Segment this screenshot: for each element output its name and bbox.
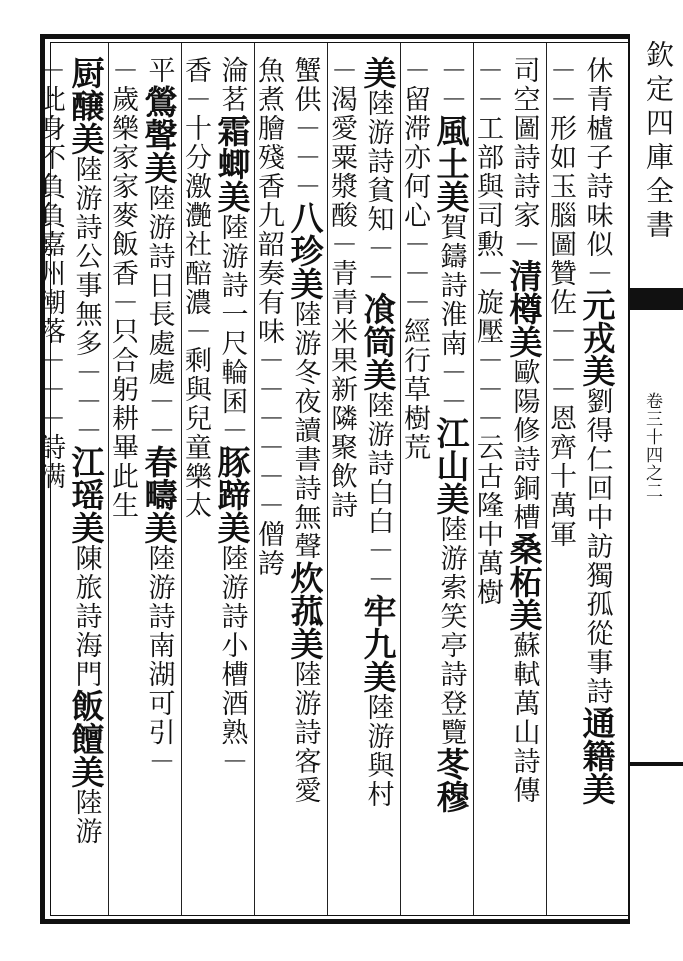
entry-heading: 通籍美 [577,706,617,805]
entry-text: －－－經行草樹荒 [399,230,430,462]
gutter-rule [628,34,630,924]
entry-text: 贊佐－－－恩齊十萬軍 [545,259,576,549]
text-column [36,56,88,906]
entry-text: 旋壓－－－ [472,288,503,433]
volume-label: 卷三十四之二 [642,392,662,500]
entry-text: 魚煮膾殘香 [253,56,284,201]
entry-heading: 江瑶美 [66,445,106,544]
entry-text: －－形如玉腦圖 [545,56,576,259]
entry-text: 陸游 [70,788,102,846]
entry-heading: 炊菰美 [285,561,325,660]
entry-text: 淪茗 [216,56,248,114]
fishtail-upper [628,288,683,310]
entry-text: 陸游索笑亭詩登覽 [435,515,467,747]
entry-text: 賀鑄詩淮南－－ [435,213,467,416]
entry-text: 陸游詩日長處處－－ [143,184,175,445]
entry-heading: 霜蝍美 [212,114,252,213]
entry-heading: 元戎美 [577,288,617,387]
entry-heading: 飡筒美 [358,292,398,391]
entry-text: 潮落－－－ [34,288,65,433]
entry-heading: 美 [358,56,398,89]
entry-heading: 飯饘美 [66,689,106,788]
entry-heading: 牢九美 [358,594,398,693]
entry-text: 陸游詩南湖可引－ [143,544,175,776]
entry-text: 隣聚飲詩 [326,404,357,520]
entry-heading: 八珍美 [285,201,325,300]
entry-text: 司空圖詩詩家－ [508,56,540,259]
fishtail-lower [628,762,683,766]
entry-text: －此身不負負嘉州 [34,56,65,288]
entry-text: －只合躬耕畢此生 [107,288,138,520]
entry-text: 蘇軾萬山詩傳 [508,631,540,805]
entry-text: 香 [180,56,211,85]
entry-text: －歲樂家家麥飯香 [107,56,138,288]
entry-text: －－ [435,56,467,114]
entry-text: － [399,56,430,85]
entry-text: －－－僧誇 [253,433,284,578]
entry-text: 陸游詩白白－－ [362,391,394,594]
entry-text: 劉得仁回中訪獨孤從事詩 [581,387,613,706]
entry-heading: 苳穆 [431,747,471,813]
entry-heading: 厨醸美 [66,56,106,155]
entry-text: 歐陽修詩銅槽 [508,358,540,532]
book-title: 欽定四庫全書 [642,40,675,244]
entry-heading: 風土美 [431,114,471,213]
entry-heading: 清樽美 [504,259,544,358]
entry-text: －－工部與司勲－ [472,56,503,288]
entry-heading: 桑柘美 [504,532,544,631]
entry-text: 休青樝子詩味似－ [581,56,613,288]
entry-text: 陸游與村 [362,693,394,809]
entry-heading: 鶯聲美 [139,85,179,184]
entry-text: 陸游詩客愛 [289,660,321,805]
entry-text: 陸游詩公事無多－－－ [70,155,102,445]
entry-text: 九韶奏有味－－－ [253,201,284,433]
entry-text: －十分激灔社醅濃 [180,85,211,317]
entry-text: 陸游詩貧知－－ [362,89,394,292]
entry-text: －渴愛粟漿酸 [326,56,357,230]
entry-text: 留滞亦何心 [399,85,430,230]
entry-text: 陸游詩一尺輪囷－ [216,213,248,445]
entry-text: －剩與兒童樂太 [180,317,211,520]
entry-heading: 春疇美 [139,445,179,544]
entry-text: 陸游冬夜讀書詩無聲 [289,300,321,561]
entry-text: 平 [143,56,175,85]
entry-text: －青青米果新 [326,230,357,404]
entry-text: 云古隆中萬樹 [472,433,503,607]
entry-heading: 江山美 [431,416,471,515]
entry-text: 蟹供－－－ [289,56,321,201]
entry-text: 詩满 [34,433,65,491]
entry-text: 陳旅詩海門 [70,544,102,689]
entry-text: 陸游詩小槽酒熟－ [216,544,248,776]
column-text [34,56,65,906]
entry-heading: 豚蹄美 [212,445,252,544]
